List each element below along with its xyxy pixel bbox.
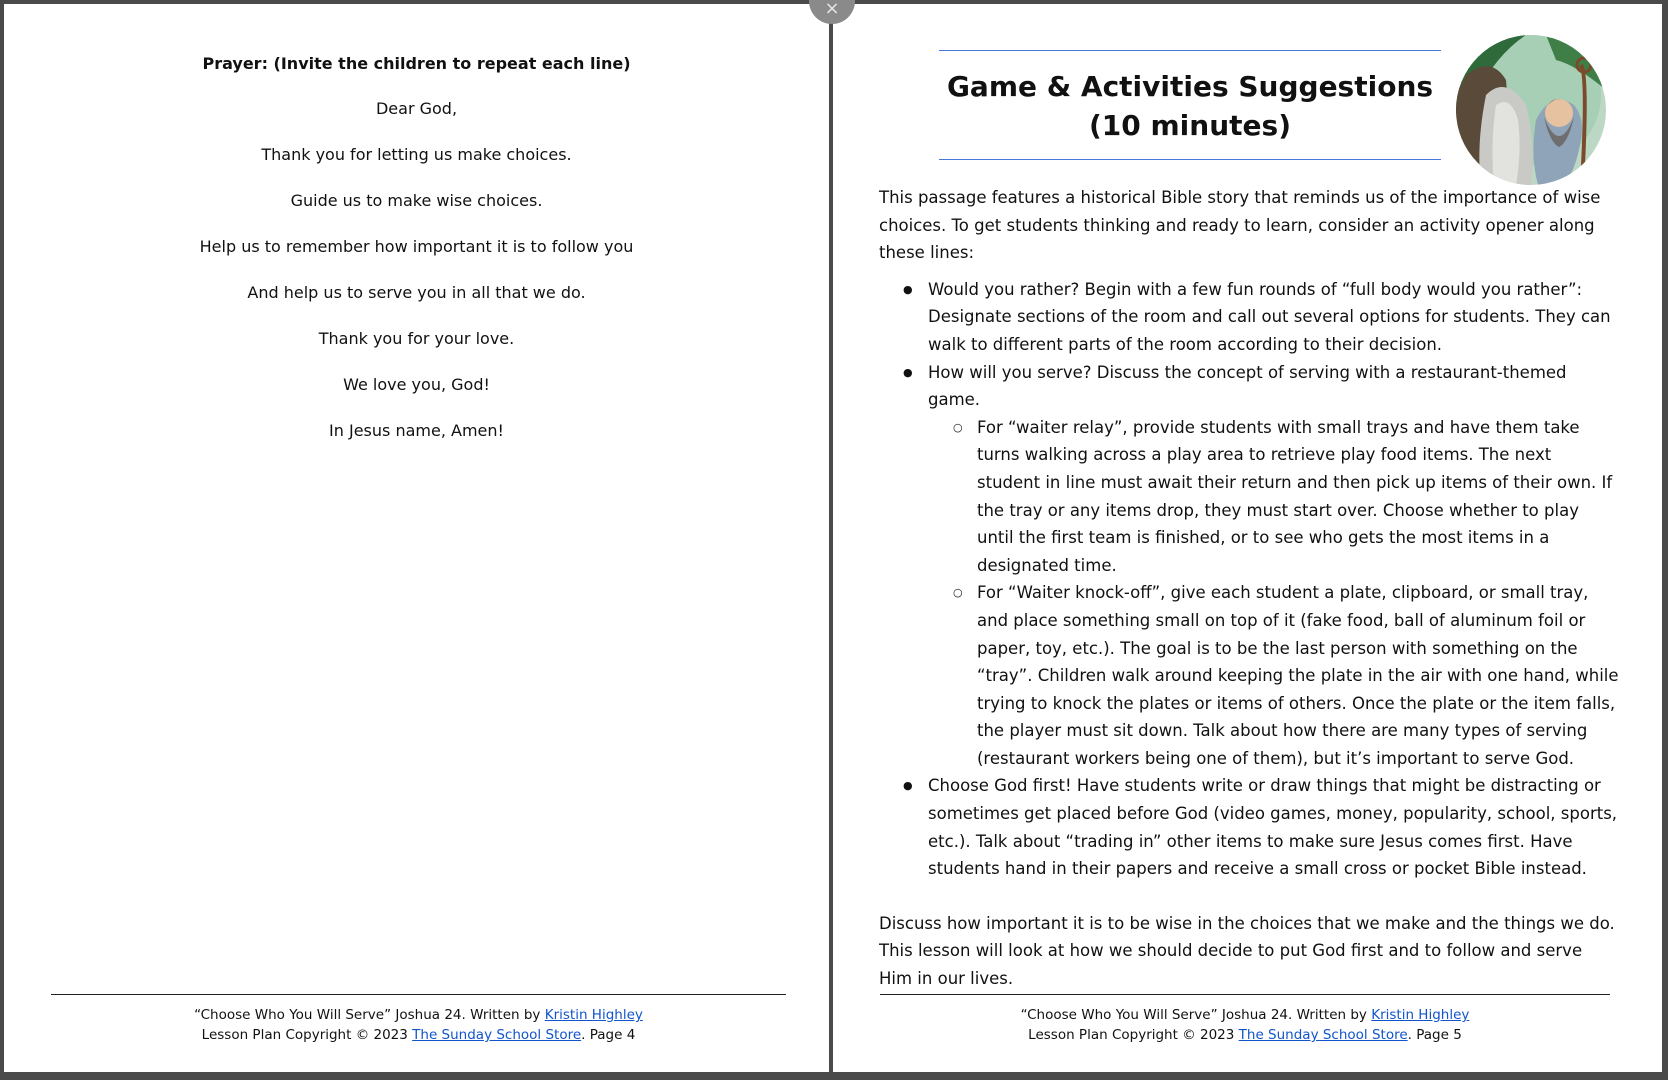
closing-paragraph: Discuss how important it is to be wise in the choices that we make and the things we do. This lesson will look at how we should decide to put God first and to follow and serve Him in our lives.: [879, 913, 1615, 989]
prayer-line: Guide us to make wise choices.: [290, 191, 543, 210]
prayer-line: In Jesus name, Amen!: [329, 421, 504, 440]
section-title: [939, 50, 1441, 160]
list-item-text: Would you rather? Begin with a few fun rounds of “full body would you rather”: Designate sections of the room and call out several options for students. They can walk to different parts of the room according to their decision.: [928, 279, 1611, 354]
prayer-line: Help us to remember how important it is to follow you: [199, 237, 634, 256]
close-icon: ×: [824, 0, 840, 19]
page-number: . Page 5: [1407, 1027, 1462, 1043]
store-link[interactable]: The Sunday School Store: [412, 1027, 582, 1043]
page-footer: [880, 994, 1610, 1045]
document-page-4: [4, 4, 829, 1072]
prayer-line: We love you, God!: [343, 375, 490, 394]
page-number: . Page 4: [581, 1027, 636, 1043]
footer-line-2: [51, 1025, 786, 1045]
section-title-line-2: (10 minutes): [1089, 109, 1291, 142]
prophet-illustration-icon: [1456, 35, 1606, 185]
prayer-section: [4, 54, 829, 467]
page-footer: [51, 994, 786, 1045]
footer-copyright: Lesson Plan Copyright © 2023: [201, 1027, 413, 1043]
footer-credit: “Choose Who You Will Serve” Joshua 24. Written by: [194, 1007, 545, 1023]
document-page-5: [833, 4, 1662, 1072]
activity-body: [879, 184, 1619, 993]
list-item-text: How will you serve? Discuss the concept of serving with a restaurant-themed game.: [928, 362, 1567, 410]
footer-line-1: [51, 1005, 786, 1025]
prayer-line: Thank you for your love.: [318, 329, 515, 348]
activity-list: [879, 276, 1619, 883]
footer-line-2: [880, 1025, 1610, 1045]
sub-activity-list: [928, 414, 1619, 773]
list-item: [928, 276, 1619, 359]
sub-list-item: [977, 414, 1619, 580]
store-link[interactable]: The Sunday School Store: [1238, 1027, 1408, 1043]
prayer-line: Dear God,: [375, 99, 458, 118]
footer-line-1: [880, 1005, 1610, 1025]
footer-credit: “Choose Who You Will Serve” Joshua 24. Written by: [1020, 1007, 1372, 1023]
prayer-heading: Prayer: (Invite the children to repeat each line): [202, 54, 631, 73]
sub-list-item-text: For “Waiter knock-off”, give each student a plate, clipboard, or small tray, and place something small on top of it (fake food, ball of aluminum foil or paper, toy, etc.). The goal is to be the last person with something on the “tray”. Children walk around keeping the plate in the air with one hand, while trying to knock the plates or items of others. Once the plate or the item falls, the player must sit down. Talk about how there are many types of serving (restaurant workers being one of them), but it’s important to serve God.: [977, 583, 1619, 768]
author-link[interactable]: Kristin Highley: [1371, 1007, 1470, 1023]
intro-paragraph: This passage features a historical Bible story that reminds us of the importance of wise choices. To get students thinking and ready to learn, consider an activity opener along these lines:: [879, 188, 1601, 263]
footer-copyright: Lesson Plan Copyright © 2023: [1028, 1027, 1239, 1043]
section-title-line-1: Game & Activities Suggestions: [946, 70, 1434, 103]
list-item: [928, 772, 1619, 882]
prayer-line: Thank you for letting us make choices.: [261, 145, 572, 164]
sub-list-item-text: For “waiter relay”, provide students with small trays and have them take turns walking across a play area to retrieve play food items. The next student in line must await their return and then pick up items of their own. If the tray or any items drop, they must start over. Choose whether to play until the first team is finished, or to see who gets the most items in a designated time.: [977, 417, 1613, 575]
author-link[interactable]: Kristin Highley: [544, 1007, 643, 1023]
list-item-text: Choose God first! Have students write or draw things that might be distracting or sometimes get placed before God (video games, money, popularity, school, sports, etc.). Talk about “trading in” other items to make sure Jesus comes first. Have students hand in their papers and receive a small cross or pocket Bible instead.: [928, 776, 1618, 879]
prayer-line: And help us to serve you in all that we do.: [247, 283, 586, 302]
list-item: [928, 359, 1619, 773]
sub-list-item: [977, 579, 1619, 772]
